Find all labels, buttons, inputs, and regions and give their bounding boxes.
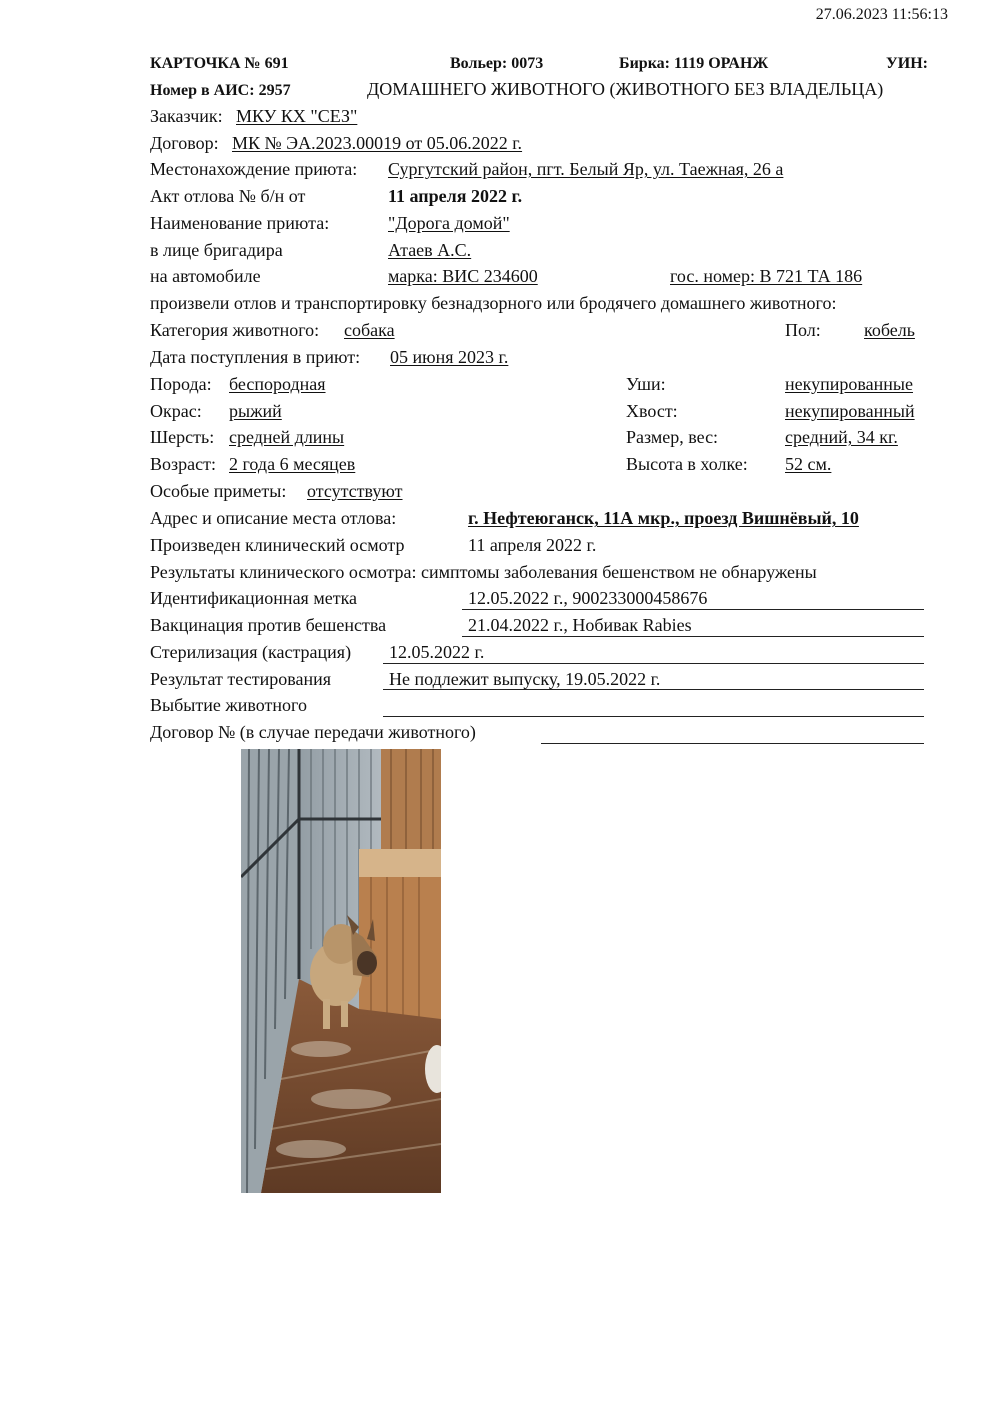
tail-label: Хвост: xyxy=(626,401,678,421)
id-mark-rule xyxy=(462,609,924,610)
ais-number: Номер в АИС: 2957 xyxy=(150,82,291,99)
marks-value: отсутствуют xyxy=(307,481,403,501)
act-label: Акт отлова № б/н от xyxy=(150,186,306,206)
tag-number: Бирка: 1119 ОРАНЖ xyxy=(619,55,769,72)
leave-label: Выбытие животного xyxy=(150,695,307,715)
sterilization-label: Стерилизация (кастрация) xyxy=(150,642,352,662)
age-value: 2 года 6 месяцев xyxy=(229,454,356,474)
transfer-contract-rule xyxy=(541,743,924,744)
fur-value: средней длины xyxy=(229,427,345,447)
capture-address-label: Адрес и описание места отлова: xyxy=(150,508,397,528)
exam-date: 11 апреля 2022 г. xyxy=(468,535,597,555)
breed-label: Порода: xyxy=(150,374,212,394)
customer-value: МКУ КХ "СЕЗ" xyxy=(236,106,358,126)
tail-value: некупированный xyxy=(785,401,915,421)
foreman-label: в лице бригадира xyxy=(150,240,283,260)
vaccination-value: 21.04.2022 г., Нобивак Rabies xyxy=(468,615,692,635)
shelter-value: "Дорога домой" xyxy=(388,213,510,233)
foreman-value: Атаев А.С. xyxy=(388,240,472,260)
sterilization-value: 12.05.2022 г. xyxy=(389,642,485,662)
category-value: собака xyxy=(344,320,395,340)
act-date: 11 апреля 2022 г. xyxy=(388,186,523,206)
customer-label: Заказчик: xyxy=(150,106,223,126)
test-result-value: Не подлежит выпуску, 19.05.2022 г. xyxy=(389,669,661,689)
size-label: Размер, вес: xyxy=(626,427,719,447)
ears-label: Уши: xyxy=(626,374,666,394)
test-result-rule xyxy=(383,689,924,690)
color-value: рыжий xyxy=(229,401,282,421)
marks-label: Особые приметы: xyxy=(150,481,287,501)
exam-label: Произведен клинический осмотр xyxy=(150,535,405,555)
contract-label: Договор: xyxy=(150,133,219,153)
arrival-label: Дата поступления в приют: xyxy=(150,347,361,367)
id-mark-label: Идентификационная метка xyxy=(150,588,358,608)
aviary-number: Вольер: 0073 xyxy=(450,55,544,72)
color-label: Окрас: xyxy=(150,401,202,421)
animal-photo xyxy=(241,749,441,1193)
id-mark-value: 12.05.2022 г., 900233000458676 xyxy=(468,588,708,608)
contract-value: МК № ЭА.2023.00019 от 05.06.2022 г. xyxy=(232,133,523,153)
statement: произвели отлов и транспортировку безнадзорного или бродячего домашнего животного: xyxy=(150,293,837,313)
arrival-value: 05 июня 2023 г. xyxy=(390,347,509,367)
vaccination-label: Вакцинация против бешенства xyxy=(150,615,387,635)
location-label: Местонахождение приюта: xyxy=(150,159,358,179)
capture-address-value: г. Нефтеюганск, 11А мкр., проезд Вишнёвый, 10 xyxy=(468,508,859,528)
shelter-label: Наименование приюта: xyxy=(150,213,330,233)
sex-value: кобель xyxy=(864,320,915,340)
category-label: Категория животного: xyxy=(150,320,320,340)
location-value: Сургутский район, пгт. Белый Яр, ул. Таежная, 26 а xyxy=(388,159,784,179)
ears-value: некупированные xyxy=(785,374,913,394)
height-value: 52 см. xyxy=(785,454,832,474)
breed-value: беспородная xyxy=(229,374,326,394)
car-label: на автомобиле xyxy=(150,266,261,286)
exam-results: Результаты клинического осмотра: симптомы заболевания бешенством не обнаружены xyxy=(150,562,817,582)
sterilization-rule xyxy=(383,663,924,664)
uin-label: УИН: xyxy=(886,55,928,72)
print-timestamp: 27.06.2023 11:56:13 xyxy=(815,6,948,23)
age-label: Возраст: xyxy=(150,454,216,474)
sex-label: Пол: xyxy=(785,320,821,340)
size-value: средний, 34 кг. xyxy=(785,427,898,447)
height-label: Высота в холке: xyxy=(626,454,748,474)
leave-rule xyxy=(383,716,924,717)
card-subtitle: ДОМАШНЕГО ЖИВОТНОГО (ЖИВОТНОГО БЕЗ ВЛАДЕЛЬЦА) xyxy=(367,79,884,99)
transfer-contract-label: Договор № (в случае передачи животного) xyxy=(150,722,476,742)
car-number: гос. номер: В 721 ТА 186 xyxy=(670,266,863,286)
fur-label: Шерсть: xyxy=(150,427,215,447)
card-number: КАРТОЧКА № 691 xyxy=(150,55,289,72)
car-brand: марка: ВИС 234600 xyxy=(388,266,538,286)
vaccination-rule xyxy=(462,636,924,637)
test-result-label: Результат тестирования xyxy=(150,669,331,689)
